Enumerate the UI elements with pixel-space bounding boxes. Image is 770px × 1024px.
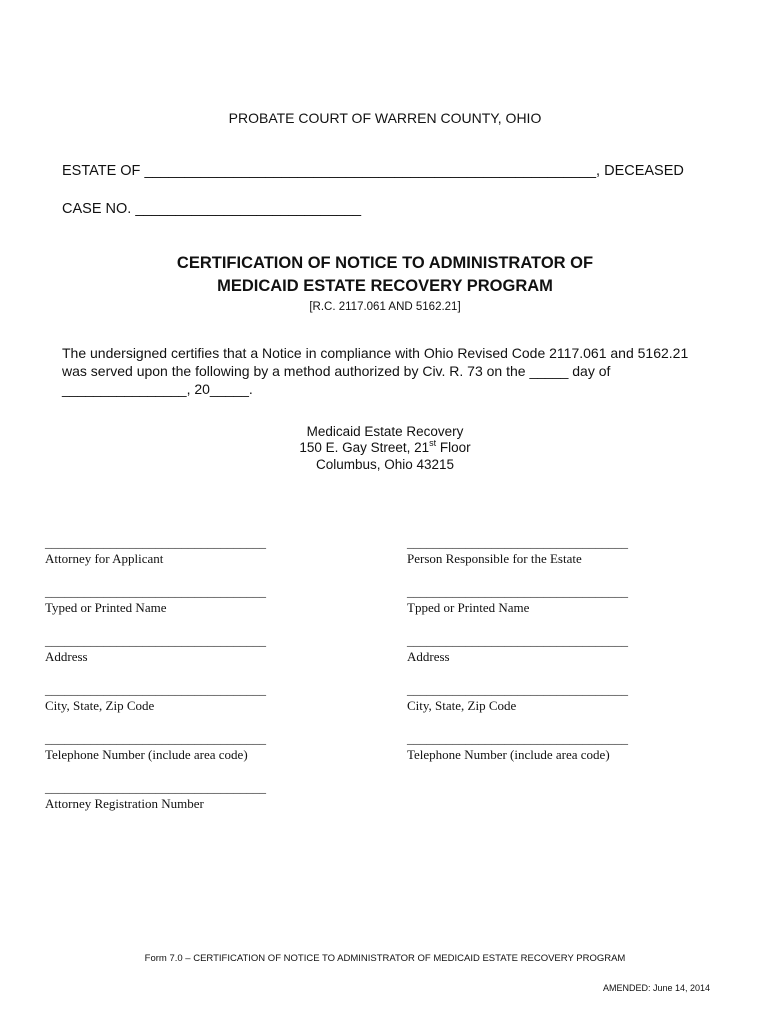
estate-representative-signature-line[interactable]: __________________________________ <box>407 584 628 599</box>
applicant-field-label: City, State, Zip Code <box>45 698 155 713</box>
applicant-signature-line[interactable]: __________________________________ <box>45 633 266 648</box>
applicant-signature-line[interactable]: __________________________________ <box>45 780 266 795</box>
applicant-signature-line[interactable]: __________________________________ <box>45 584 266 599</box>
street-suffix: Floor <box>436 440 471 455</box>
street-ordinal: st <box>429 438 437 448</box>
estate-representative-signature-line[interactable]: __________________________________ <box>407 682 628 697</box>
applicant-field-label: Typed or Printed Name <box>45 600 167 615</box>
document-title-line2: MEDICAID ESTATE RECOVERY PROGRAM <box>217 277 553 295</box>
estate-representative-field-label: Address <box>407 649 450 664</box>
applicant-signature-line[interactable]: __________________________________ <box>45 682 266 697</box>
form-footer: Form 7.0 – CERTIFICATION OF NOTICE TO ADMINISTRATOR OF MEDICAID ESTATE RECOVERY PROGRAM <box>144 953 626 964</box>
applicant-field-label: Attorney for Applicant <box>45 551 164 566</box>
certification-statement: The undersigned certifies that a Notice in compliance with Ohio Revised Code 2117.061 and 5162.21 was served upon the following by a method authorized by Civ. R. 73 on the _____ day of ________________, 20_____. <box>62 345 689 397</box>
applicant-field-label: Attorney Registration Number <box>45 796 204 811</box>
recipient-city: Columbus, Ohio 43215 <box>315 457 455 472</box>
estate-field[interactable]: ESTATE OF ________________________________________________________, DECEASED <box>62 163 684 179</box>
estate-representative-signature-line[interactable]: __________________________________ <box>407 633 628 648</box>
street-prefix: 150 E. Gay Street, 21 <box>299 440 430 455</box>
applicant-signature-line[interactable]: __________________________________ <box>45 731 266 746</box>
court-heading: PROBATE COURT OF WARREN COUNTY, OHIO <box>228 110 542 126</box>
applicant-field-label: Telephone Number (include area code) <box>45 747 248 762</box>
estate-representative-signature-line[interactable]: __________________________________ <box>407 731 628 746</box>
statute-reference: [R.C. 2117.061 AND 5162.21] <box>309 301 461 313</box>
estate-representative-field-label: Telephone Number (include area code) <box>407 747 610 762</box>
applicant-field-label: Address <box>45 649 88 664</box>
document-title-line1: CERTIFICATION OF NOTICE TO ADMINISTRATOR OF <box>176 254 594 272</box>
estate-representative-field-label: Person Responsible for the Estate <box>407 551 582 566</box>
estate-representative-signature-line[interactable]: __________________________________ <box>407 535 628 550</box>
recipient-street <box>0 440 770 455</box>
amended-date: AMENDED: June 14, 2014 <box>602 983 710 993</box>
applicant-signature-line[interactable]: __________________________________ <box>45 535 266 550</box>
estate-representative-field-label: City, State, Zip Code <box>407 698 517 713</box>
estate-representative-field-label: Tpped or Printed Name <box>407 600 530 615</box>
case-number-field[interactable]: CASE NO. ____________________________ <box>62 201 362 217</box>
recipient-name: Medicaid Estate Recovery <box>306 424 464 439</box>
